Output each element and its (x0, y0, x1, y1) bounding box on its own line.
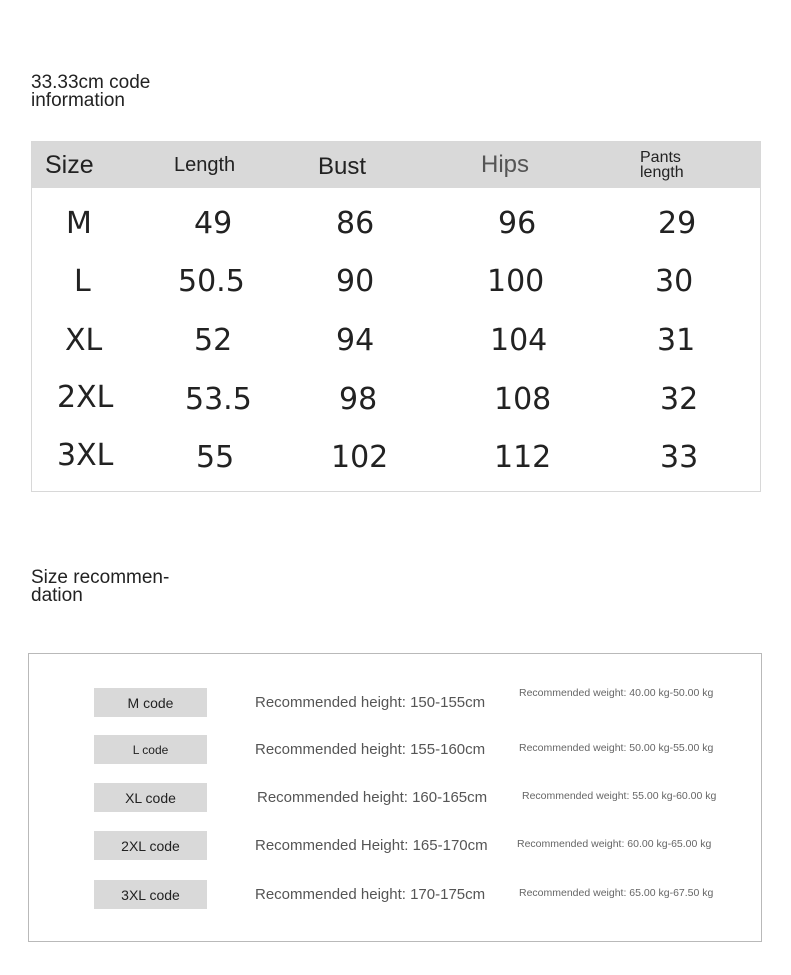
header-bust: Bust (318, 153, 367, 180)
cell-hips: 112 (494, 440, 552, 475)
cell-size: 2XL (57, 380, 114, 415)
cell-pants-length: 31 (657, 323, 696, 358)
recommended-weight: Recommended weight: 55.00 kg-60.00 kg (522, 790, 717, 802)
cell-bust: 90 (336, 264, 375, 299)
header-pants-length: Pants length (640, 149, 684, 181)
cell-bust: 102 (331, 440, 389, 475)
cell-hips: 108 (494, 382, 552, 417)
recommended-height: Recommended height: 155-160cm (255, 741, 486, 758)
cell-bust: 86 (336, 206, 375, 241)
table-row (32, 440, 760, 498)
recommended-weight: Recommended weight: 40.00 kg-50.00 kg (519, 687, 714, 699)
recommended-weight: Recommended weight: 65.00 kg-67.50 kg (519, 887, 714, 899)
table-row (32, 323, 760, 381)
recommended-height: Recommended height: 150-155cm (255, 694, 486, 711)
size-code-label: L code (94, 735, 207, 764)
size-code-label: M code (94, 688, 207, 717)
recommendation-row (29, 735, 761, 767)
header-size: Size (45, 150, 94, 179)
recommendation-row (29, 880, 761, 912)
cell-length: 50.5 (178, 264, 245, 299)
table-row (32, 264, 760, 322)
recommendation-row (29, 783, 761, 815)
size-info-title: 33.33cm code information (31, 72, 151, 111)
size-table (31, 141, 761, 492)
size-code-label: 2XL code (94, 831, 207, 860)
cell-length: 52 (194, 323, 233, 358)
header-length: Length (174, 153, 236, 176)
cell-length: 53.5 (185, 382, 252, 417)
recommended-height: Recommended Height: 165-170cm (255, 837, 488, 854)
cell-length: 55 (196, 440, 235, 475)
recommended-height: Recommended height: 160-165cm (257, 789, 488, 806)
cell-pants-length: 30 (655, 264, 694, 299)
cell-hips: 104 (490, 323, 548, 358)
recommendation-box (28, 653, 762, 942)
recommended-weight: Recommended weight: 60.00 kg-65.00 kg (517, 838, 712, 850)
size-table-header (32, 142, 760, 188)
cell-hips: 96 (498, 206, 537, 241)
size-code-label: XL code (94, 783, 207, 812)
cell-bust: 98 (339, 382, 378, 417)
cell-length: 49 (194, 206, 233, 241)
cell-size: L (74, 264, 91, 299)
cell-pants-length: 32 (660, 382, 699, 417)
recommendation-title: Size recommen-dation (31, 567, 170, 606)
cell-size: XL (65, 323, 103, 358)
recommendation-row (29, 831, 761, 863)
cell-size: M (66, 206, 92, 241)
table-row (32, 206, 760, 264)
table-row (32, 382, 760, 440)
size-code-label: 3XL code (94, 880, 207, 909)
recommendation-row (29, 688, 761, 720)
cell-pants-length: 33 (660, 440, 699, 475)
cell-hips: 100 (487, 264, 545, 299)
cell-bust: 94 (336, 323, 375, 358)
header-hips: Hips (481, 151, 530, 178)
cell-pants-length: 29 (658, 206, 697, 241)
cell-size: 3XL (57, 438, 114, 473)
recommended-height: Recommended height: 170-175cm (255, 886, 486, 903)
recommended-weight: Recommended weight: 50.00 kg-55.00 kg (519, 742, 714, 754)
